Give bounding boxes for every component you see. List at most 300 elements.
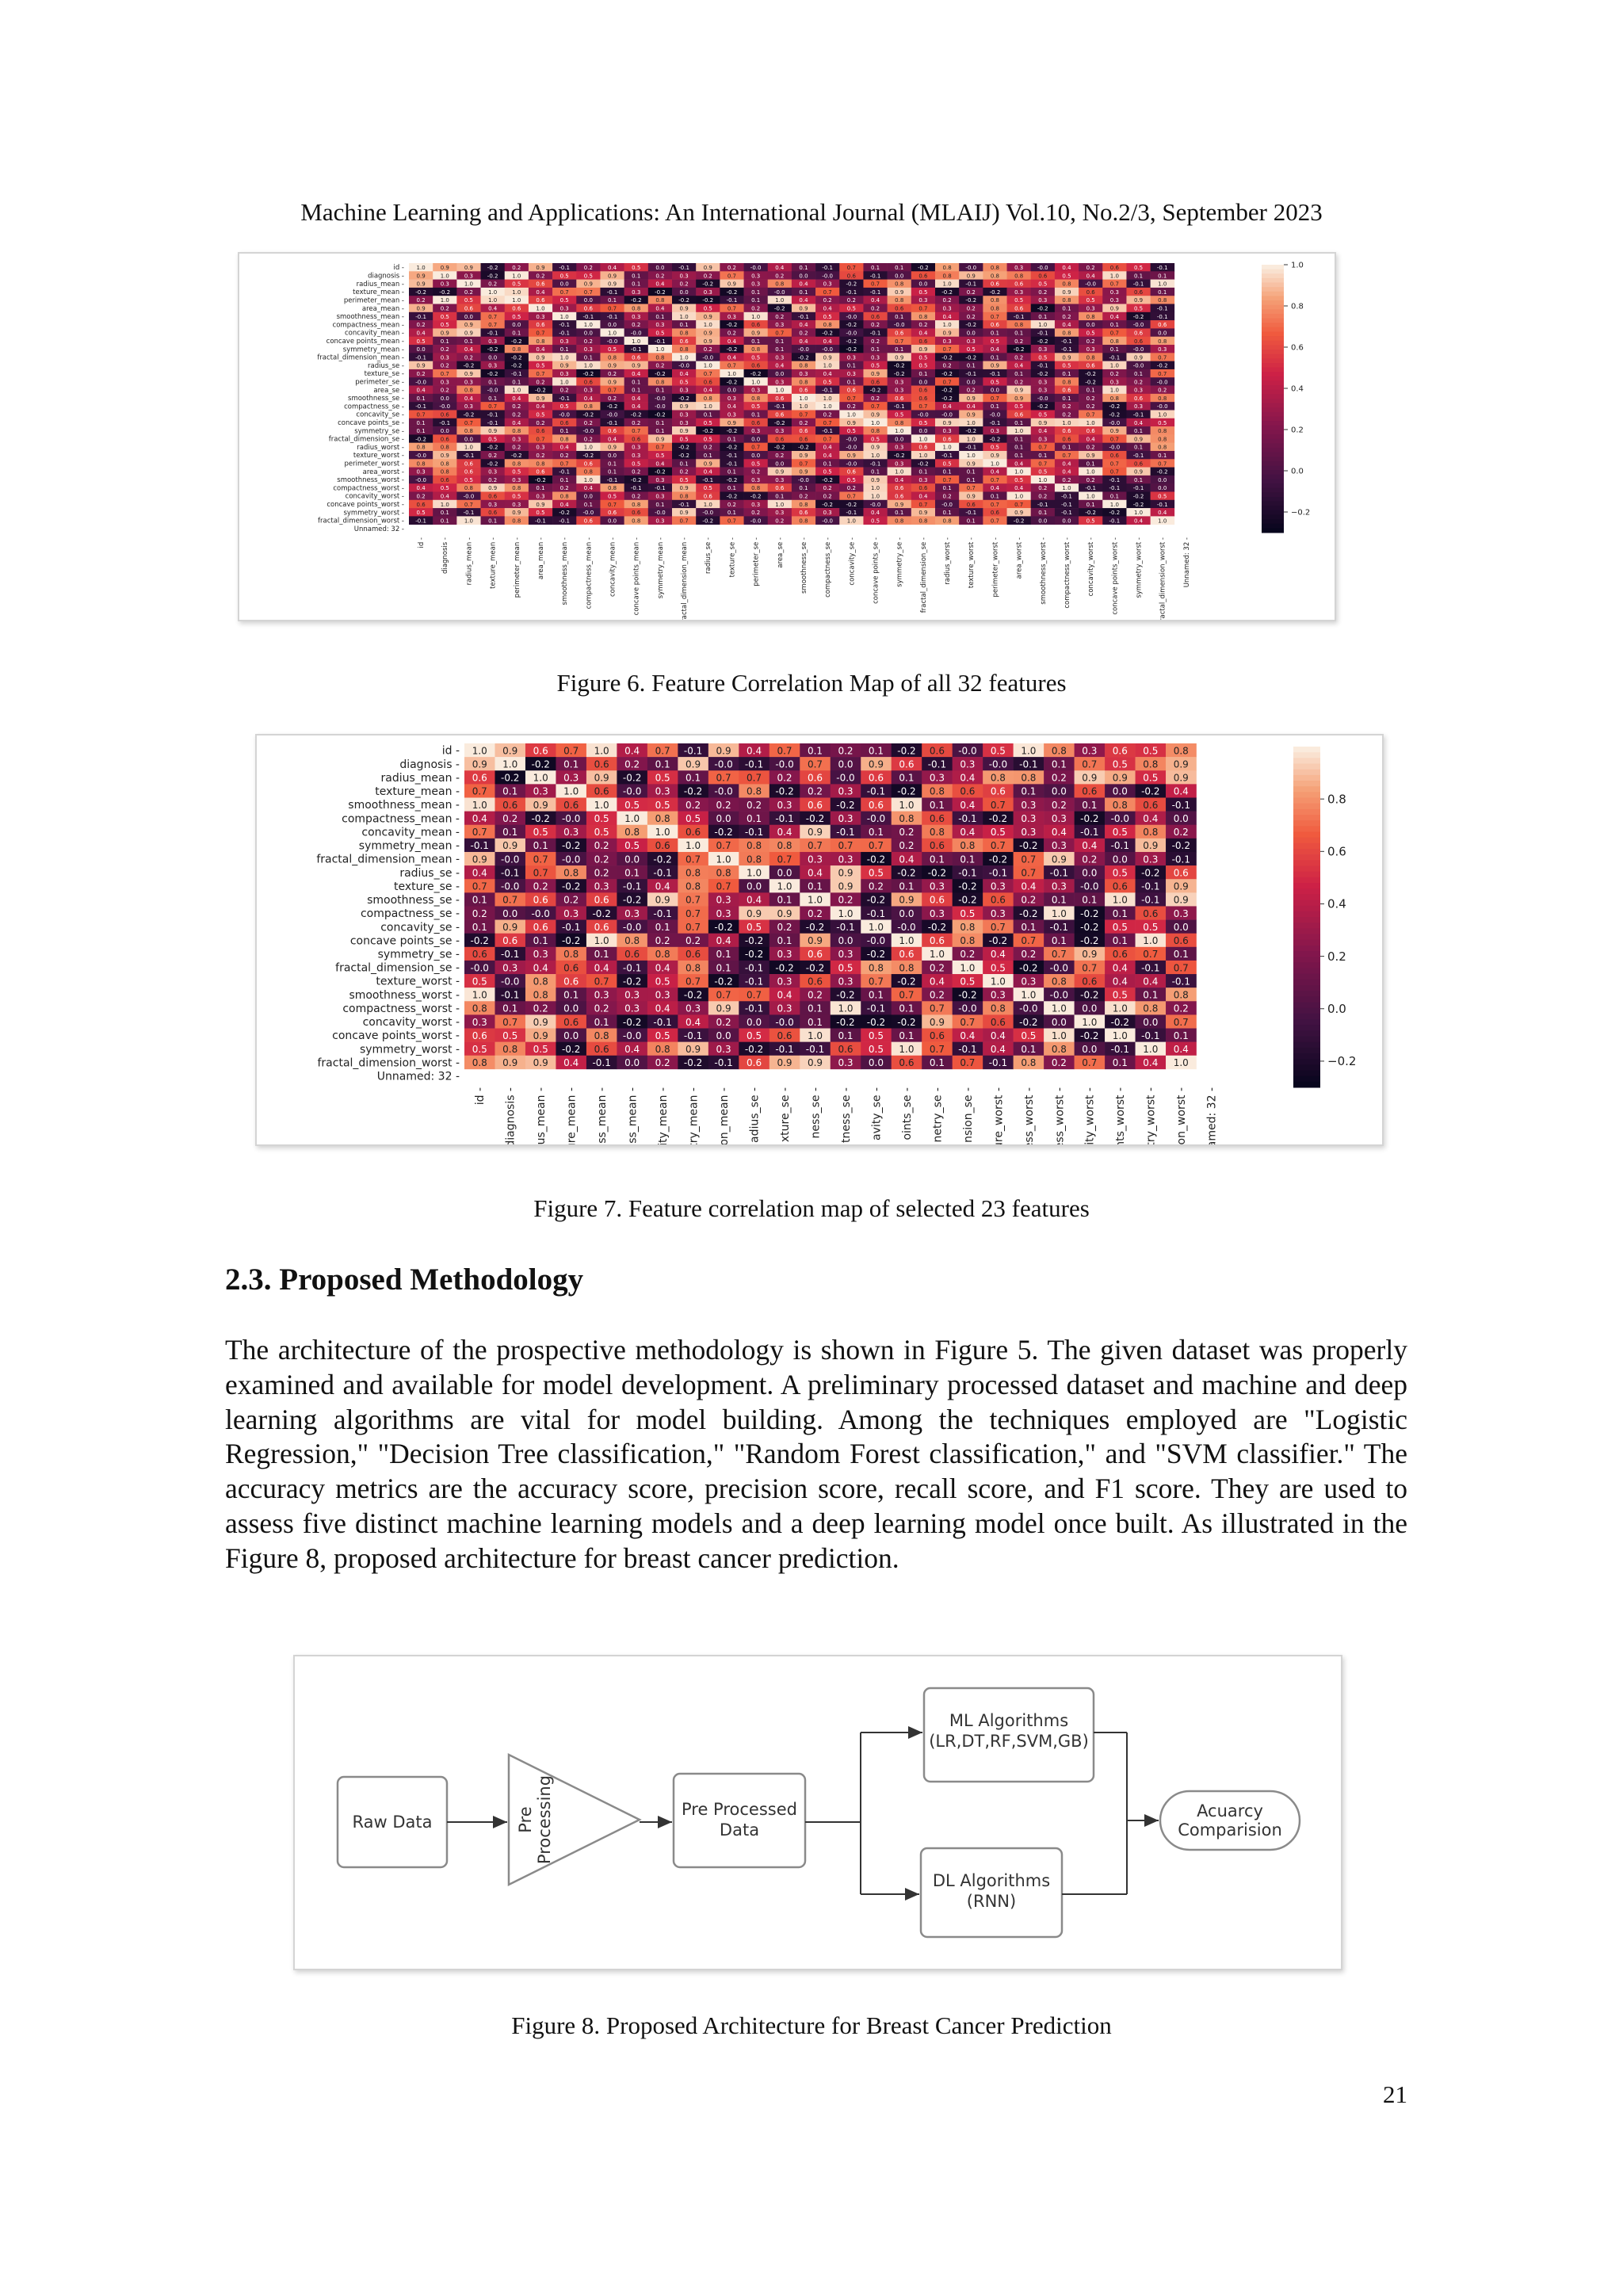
heatmap-cell-value: -0.2	[941, 370, 953, 377]
heatmap-cell-value: -0.2	[773, 305, 785, 312]
heatmap-cell-value: -0.2	[965, 297, 977, 304]
heatmap-cell-value: 0.7	[685, 976, 701, 988]
colorbar-segment	[1262, 457, 1284, 461]
heatmap-cell-value: 0.8	[747, 840, 762, 852]
heatmap-cell-value: 1.0	[464, 281, 474, 288]
heatmap-cell-value: 0.5	[1038, 354, 1048, 361]
x-tick-label: fractal_dimension_se -	[919, 537, 928, 613]
heatmap-cell-value: 0.3	[440, 354, 449, 361]
heatmap-cell-value: 0.6	[1014, 281, 1024, 288]
x-tick-label: compactness_worst -	[1063, 537, 1071, 609]
heatmap-cell-value: -0.1	[501, 949, 520, 961]
heatmap-cell-value: 0.3	[685, 1003, 701, 1014]
heatmap-cell-value: 1.0	[1143, 935, 1159, 947]
heatmap-cell-value: 0.7	[1173, 962, 1189, 974]
heatmap-cell-value: -0.2	[893, 370, 905, 377]
heatmap-cell-value: 0.4	[464, 346, 474, 353]
heatmap-cell-value: 0.3	[727, 313, 737, 320]
heatmap-cell-value: 1.0	[918, 436, 928, 443]
heatmap-cell-value: -0.2	[918, 265, 929, 272]
heatmap-cell-value: -0.1	[463, 453, 475, 460]
heatmap-cell-value: 0.8	[679, 330, 689, 337]
heatmap-cell-value: 0.8	[624, 935, 640, 947]
heatmap-cell-value: 0.2	[655, 935, 670, 947]
heatmap-cell-value: 0.4	[512, 395, 521, 402]
heatmap-cell-value: 0.5	[440, 313, 449, 320]
heatmap-cell-value: -0.1	[630, 485, 642, 492]
heatmap-cell-value: 0.1	[1133, 428, 1144, 435]
colorbar-segment	[1293, 934, 1320, 941]
heatmap-cell-value: 0.2	[1021, 894, 1037, 906]
x-tick-label: concavity_mean -	[609, 537, 617, 598]
heatmap-cell-value: -0.2	[487, 370, 498, 377]
heatmap-cell-value: 0.8	[533, 976, 548, 988]
heatmap-cell-value: 0.1	[1014, 419, 1024, 426]
heatmap-cell-value: 0.0	[1051, 1016, 1067, 1028]
heatmap-cell-value: 0.1	[472, 921, 487, 933]
heatmap-cell-value: 0.2	[846, 297, 856, 304]
heatmap-cell-value: 0.5	[416, 510, 426, 517]
heatmap-cell-value: 0.9	[1133, 354, 1144, 361]
heatmap-cell-value: 0.4	[823, 453, 832, 460]
heatmap-cell-value: 0.5	[624, 799, 640, 811]
heatmap-cell-value: 0.4	[536, 403, 545, 411]
pre-processed-label-1: Pre Processed	[682, 1800, 797, 1819]
figure-7-heatmap	[257, 735, 1382, 1144]
heatmap-cell-value: 0.5	[895, 411, 904, 418]
heatmap-cell-value: 1.0	[929, 949, 945, 961]
heatmap-cell-value: -0.1	[941, 453, 953, 460]
heatmap-cell-value: 0.6	[990, 322, 1000, 329]
heatmap-cell-value: 0.2	[536, 453, 545, 460]
heatmap-cell-value: 0.0	[464, 436, 474, 443]
heatmap-cell-value: -0.2	[1171, 840, 1190, 852]
heatmap-cell-value: -0.0	[415, 476, 426, 483]
heatmap-cell-value: 0.8	[960, 840, 976, 852]
heatmap-cell-value: 0.7	[1173, 1016, 1189, 1028]
heatmap-cell-value: 0.9	[533, 799, 548, 811]
heatmap-cell-value: 0.6	[918, 485, 928, 492]
heatmap-cell-value: -0.0	[1156, 379, 1168, 386]
heatmap-cell-value: 0.9	[502, 921, 518, 933]
colorbar-segment	[1262, 479, 1284, 483]
heatmap-cell-value: 0.9	[966, 411, 976, 418]
heatmap-cell-value: 0.8	[799, 501, 808, 508]
colorbar-segment	[1262, 283, 1284, 288]
y-tick-label: texture_mean -	[375, 785, 460, 799]
heatmap-cell-value: 0.7	[1109, 468, 1119, 476]
heatmap-cell-value: 0.1	[1082, 894, 1098, 906]
heatmap-cell-value: 0.7	[823, 436, 832, 443]
heatmap-cell-value: 0.5	[1086, 330, 1095, 337]
heatmap-cell-value: -0.2	[531, 758, 550, 770]
y-tick-label: compactness_mean -	[332, 321, 404, 330]
heatmap-cell-value: 0.2	[966, 288, 976, 296]
heatmap-cell-value: 0.2	[747, 799, 762, 811]
heatmap-cell-value: 0.8	[512, 428, 521, 435]
heatmap-cell-value: 0.7	[1062, 453, 1071, 460]
heatmap-cell-value: 1.0	[1038, 322, 1048, 329]
colorbar-segment	[1293, 883, 1320, 889]
heatmap-cell-value: 0.1	[607, 468, 617, 476]
heatmap-cell-value: 0.1	[1086, 501, 1095, 508]
heatmap-cell-value: 0.6	[846, 387, 856, 394]
heatmap-cell-value: 0.6	[1038, 273, 1048, 280]
heatmap-cell-value: 0.0	[1112, 854, 1128, 865]
heatmap-cell-value: 0.2	[583, 419, 593, 426]
y-tick-label: smoothness_mean -	[348, 799, 460, 812]
heatmap-cell-value: 0.5	[594, 812, 609, 824]
heatmap-cell-value: 0.1	[632, 273, 641, 280]
heatmap-cell-value: 0.2	[559, 485, 569, 492]
heatmap-cell-value: -0.0	[798, 346, 809, 353]
heatmap-cell-value: 1.0	[1109, 362, 1119, 369]
heatmap-cell-value: 0.6	[464, 468, 474, 476]
y-tick-label: id -	[393, 264, 404, 273]
heatmap-cell-value: -0.1	[582, 313, 594, 320]
heatmap-cell-value: 0.5	[1143, 745, 1159, 757]
heatmap-cell-value: 0.8	[416, 444, 426, 451]
heatmap-cell-value: 0.6	[1133, 460, 1144, 468]
heatmap-cell-value: 0.2	[838, 745, 854, 757]
heatmap-cell-value: 0.5	[1014, 297, 1024, 304]
heatmap-cell-value: -0.0	[1085, 281, 1097, 288]
heatmap-cell-value: 0.1	[868, 827, 884, 839]
heatmap-cell-value: -0.0	[846, 330, 857, 337]
heatmap-cell-value: -0.2	[893, 362, 905, 369]
heatmap-cell-value: 0.5	[512, 493, 521, 500]
heatmap-cell-value: 0.3	[823, 510, 832, 517]
heatmap-cell-value: -0.2	[958, 881, 977, 892]
heatmap-cell-value: 0.7	[823, 419, 832, 426]
heatmap-cell-value: -0.2	[630, 476, 642, 483]
heatmap-cell-value: 0.6	[807, 949, 823, 961]
colorbar-segment	[1262, 443, 1284, 448]
heatmap-cell-value: 0.3	[929, 772, 945, 784]
heatmap-cell-value: 0.4	[624, 745, 640, 757]
heatmap-cell-value: -0.2	[592, 907, 611, 919]
heatmap-cell-value: 0.2	[1051, 799, 1067, 811]
heatmap-cell-value: 0.7	[1143, 949, 1159, 961]
heatmap-cell-value: 0.3	[679, 387, 689, 394]
heatmap-cell-value: 0.4	[966, 403, 976, 411]
heatmap-cell-value: 0.4	[799, 322, 808, 329]
x-tick-label: concave points_mean -	[632, 537, 641, 616]
heatmap-cell-value: 0.0	[751, 436, 761, 443]
x-tick-label: avity_se -	[870, 1087, 884, 1140]
colorbar-segment	[1262, 354, 1284, 359]
x-tick-label: oints_se -	[900, 1087, 914, 1140]
heatmap-cell-value: -0.2	[775, 962, 794, 974]
heatmap-cell-value: 1.0	[727, 370, 737, 377]
heatmap-cell-value: 1.0	[775, 501, 785, 508]
heatmap-cell-value: 1.0	[512, 273, 521, 280]
heatmap-cell-value: 0.2	[777, 921, 792, 933]
heatmap-cell-value: 0.8	[1158, 338, 1167, 345]
heatmap-cell-value: 0.4	[1086, 436, 1095, 443]
heatmap-cell-value: 0.8	[899, 812, 915, 824]
heatmap-cell-value: 0.9	[1112, 772, 1128, 784]
heatmap-cell-value: -0.0	[714, 785, 733, 797]
heatmap-cell-value: -0.1	[653, 867, 672, 879]
heatmap-cell-value: 0.6	[533, 745, 548, 757]
heatmap-cell-value: 0.8	[632, 305, 641, 312]
heatmap-cell-value: 0.9	[870, 444, 880, 451]
heatmap-cell-value: -0.0	[822, 346, 834, 353]
heatmap-cell-value: 0.3	[559, 338, 569, 345]
heatmap-cell-value: 0.5	[942, 460, 952, 468]
heatmap-cell-value: 0.8	[563, 949, 579, 961]
colorbar-segment	[1293, 894, 1320, 900]
heatmap-cell-value: 0.9	[536, 265, 545, 272]
heatmap-cell-value: 0.6	[502, 935, 518, 947]
heatmap-cell-value: 0.4	[1062, 460, 1071, 468]
heatmap-cell-value: 0.6	[807, 976, 823, 988]
heatmap-cell-value: 0.3	[838, 1057, 854, 1069]
x-tick-label: netry_se -	[931, 1087, 945, 1143]
heatmap-cell-value: -0.2	[965, 322, 977, 329]
heatmap-cell-value: 0.3	[679, 419, 689, 426]
colorbar-segment	[1262, 390, 1284, 395]
heatmap-cell-value: 0.6	[536, 281, 545, 288]
heatmap-cell-value: 0.1	[512, 330, 521, 337]
heatmap-cell-value: 0.5	[472, 976, 487, 988]
heatmap-cell-value: 0.5	[1062, 362, 1071, 369]
heatmap-cell-value: 0.8	[607, 354, 617, 361]
heatmap-cell-value: 0.0	[727, 387, 737, 394]
heatmap-cell-value: 0.6	[1062, 428, 1071, 435]
heatmap-cell-value: 1.0	[655, 346, 665, 353]
heatmap-cell-value: 0.4	[559, 444, 569, 451]
heatmap-cell-value: 0.6	[416, 501, 426, 508]
heatmap-cell-value: 0.7	[1038, 444, 1048, 451]
y-tick-label: symmetry_worst -	[343, 509, 404, 518]
heatmap-cell-value: 0.9	[488, 428, 498, 435]
heatmap-cell-value: 0.1	[1143, 989, 1159, 1001]
x-tick-label: ure_worst -	[992, 1087, 1006, 1144]
heatmap-cell-value: 0.3	[777, 949, 792, 961]
heatmap-cell-value: 0.2	[502, 812, 518, 824]
heatmap-cell-value: 0.5	[632, 460, 641, 468]
heatmap-cell-value: 0.3	[1038, 346, 1048, 353]
heatmap-cell-value: 1.0	[559, 313, 569, 320]
heatmap-cell-value: 0.9	[440, 330, 449, 337]
heatmap-cell-value: -0.2	[1085, 370, 1097, 377]
heatmap-cell-value: -0.2	[463, 411, 475, 418]
heatmap-cell-value: 0.6	[563, 1016, 579, 1028]
heatmap-cell-value: 0.4	[990, 485, 1000, 492]
heatmap-cell-value: 1.0	[942, 444, 952, 451]
heatmap-cell-value: -0.0	[1109, 419, 1121, 426]
heatmap-cell-value: 0.5	[1133, 265, 1144, 272]
heatmap-cell-value: 0.3	[777, 1003, 792, 1014]
y-tick-label: radius_worst -	[357, 443, 404, 452]
x-tick-label: id -	[418, 537, 426, 548]
colorbar-segment	[1262, 319, 1284, 323]
heatmap-cell-value: -0.1	[958, 812, 977, 824]
heatmap-cell-value: 0.2	[655, 1057, 670, 1069]
heatmap-cell-value: 0.1	[1173, 949, 1189, 961]
heatmap-cell-value: 0.2	[1173, 827, 1189, 839]
heatmap-cell-value: 0.4	[583, 395, 593, 402]
colorbar-segment	[1293, 815, 1320, 821]
heatmap-cell-value: -0.2	[561, 840, 581, 852]
heatmap-cell-value: 0.7	[929, 1043, 945, 1055]
heatmap-cell-value: -0.1	[653, 1016, 672, 1028]
heatmap-cell-value: -0.2	[1080, 1030, 1099, 1041]
heatmap-cell-value: 0.1	[1173, 1030, 1189, 1041]
heatmap-cell-value: 0.5	[502, 1030, 518, 1041]
heatmap-cell-value: 0.7	[559, 288, 569, 296]
heatmap-cell-value: 0.4	[990, 346, 1000, 353]
heatmap-cell-value: 0.8	[1021, 1057, 1037, 1069]
heatmap-cell-value: 0.3	[1086, 305, 1095, 312]
x-tick-label: radius_worst -	[944, 537, 953, 585]
heatmap-cell-value: -0.0	[702, 510, 714, 517]
heatmap-cell-value: 0.2	[868, 881, 884, 892]
colorbar-segment	[1293, 991, 1320, 997]
heatmap-cell-value: 0.7	[536, 330, 545, 337]
heatmap-cell-value: 0.7	[488, 322, 498, 329]
heatmap-cell-value: 0.6	[632, 510, 641, 517]
heatmap-cell-value: 0.2	[632, 322, 641, 329]
heatmap-cell-value: 0.6	[775, 411, 785, 418]
heatmap-cell-value: 0.5	[655, 453, 665, 460]
heatmap-cell-value: -0.1	[869, 460, 881, 468]
heatmap-cell-value: 0.3	[632, 288, 641, 296]
heatmap-cell-value: -0.2	[897, 976, 916, 988]
heatmap-cell-value: 0.4	[823, 338, 832, 345]
heatmap-cell-value: 0.1	[870, 265, 880, 272]
heatmap-cell-value: -0.1	[988, 1057, 1008, 1069]
heatmap-cell-value: 0.2	[559, 453, 569, 460]
heatmap-cell-value: 0.6	[918, 273, 928, 280]
heatmap-cell-value: 0.2	[703, 444, 712, 451]
colorbar-segment	[1293, 1048, 1320, 1054]
y-tick-label: symmetry_mean -	[342, 346, 404, 354]
heatmap-cell-value: 0.9	[918, 346, 928, 353]
heatmap-cell-value: 0.8	[895, 297, 904, 304]
heatmap-cell-value: -0.2	[1019, 840, 1038, 852]
heatmap-cell-value: -0.1	[714, 1057, 733, 1069]
heatmap-cell-value: 0.3	[1021, 976, 1037, 988]
heatmap-cell-value: 0.6	[512, 305, 521, 312]
heatmap-cell-value: 0.6	[440, 476, 449, 483]
heatmap-cell-value: -0.2	[1019, 907, 1038, 919]
heatmap-cell-value: 0.6	[488, 510, 498, 517]
heatmap-cell-value: 0.4	[1038, 428, 1048, 435]
x-tick-label: radius_mean -	[465, 537, 474, 586]
heatmap-cell-value: 0.1	[655, 428, 665, 435]
heatmap-cell-value: 0.1	[775, 338, 785, 345]
colorbar-segment	[1293, 928, 1320, 934]
heatmap-cell-value: 1.0	[1143, 1043, 1159, 1055]
heatmap-cell-value: 0.2	[823, 485, 832, 492]
heatmap-cell-value: 0.1	[942, 485, 952, 492]
y-tick-label: smoothness_se -	[348, 395, 404, 403]
heatmap-cell-value: 0.0	[775, 370, 785, 377]
heatmap-cell-value: -0.0	[678, 362, 689, 369]
heatmap-cell-value: -0.0	[1110, 812, 1130, 824]
heatmap-cell-value: 0.4	[655, 881, 670, 892]
heatmap-cell-value: -0.2	[1037, 403, 1048, 411]
heatmap-cell-value: 0.7	[846, 395, 856, 402]
heatmap-cell-value: 0.7	[838, 840, 854, 852]
heatmap-cell-value: 0.4	[727, 403, 737, 411]
colorbar-segment	[1293, 792, 1320, 798]
heatmap-cell-value: 0.9	[1109, 428, 1119, 435]
heatmap-cell-value: 0.2	[942, 362, 952, 369]
heatmap-cell-value: -0.1	[1061, 501, 1072, 508]
heatmap-cell-value: 0.1	[583, 354, 593, 361]
heatmap-cell-value: 0.8	[799, 362, 808, 369]
figure-6-frame	[238, 252, 1336, 621]
heatmap-cell-value: -0.1	[866, 1003, 886, 1014]
heatmap-cell-value: 0.6	[583, 379, 593, 386]
x-tick-label: area_mean -	[537, 537, 545, 580]
heatmap-cell-value: -0.2	[893, 453, 905, 460]
heatmap-cell-value: 0.6	[594, 894, 609, 906]
heatmap-cell-value: -0.2	[1085, 379, 1097, 386]
heatmap-cell-value: 0.5	[1112, 989, 1128, 1001]
heatmap-cell-value: 0.0	[655, 265, 665, 272]
heatmap-cell-value: 0.2	[416, 297, 426, 304]
heatmap-cell-value: 0.9	[807, 827, 823, 839]
heatmap-cell-value: -0.0	[559, 411, 571, 418]
heatmap-cell-value: 0.3	[655, 518, 665, 525]
heatmap-cell-value: 0.5	[868, 867, 884, 879]
heatmap-cell-value: 0.6	[895, 330, 904, 337]
heatmap-cell-value: 0.6	[929, 840, 945, 852]
heatmap-cell-value: 0.4	[960, 1030, 976, 1041]
heatmap-cell-value: 0.0	[1112, 785, 1128, 797]
heatmap-cell-value: -0.2	[1080, 812, 1099, 824]
heatmap-cell-value: 0.8	[464, 485, 474, 492]
heatmap-cell-value: -0.0	[836, 772, 855, 784]
heatmap-cell-value: 0.2	[751, 305, 761, 312]
heatmap-cell-value: 0.3	[990, 881, 1006, 892]
heatmap-cell-value: 0.2	[1038, 493, 1048, 500]
heatmap-cell-value: -0.2	[822, 501, 834, 508]
heatmap-cell-value: -0.1	[559, 265, 571, 272]
x-tick-label: symmetry_se -	[896, 537, 904, 587]
heatmap-cell-value: 0.5	[747, 921, 762, 933]
heatmap-cell-value: -0.2	[750, 370, 762, 377]
heatmap-cell-value: -0.2	[798, 354, 809, 361]
heatmap-cell-value: 1.0	[1109, 501, 1119, 508]
colorbar-segment	[1262, 461, 1284, 466]
heatmap-cell-value: 0.6	[607, 510, 617, 517]
heatmap-cell-value: -0.1	[869, 288, 881, 296]
heatmap-cell-value: 0.2	[727, 265, 737, 272]
heatmap-cell-value: -0.1	[1061, 510, 1072, 517]
heatmap-cell-value: 0.8	[1158, 428, 1167, 435]
heatmap-cell-value: 0.3	[632, 453, 641, 460]
heatmap-cell-value: 0.7	[416, 411, 426, 418]
colorbar-segment	[1262, 448, 1284, 453]
heatmap-cell-value: 1.0	[1051, 1003, 1067, 1014]
heatmap-cell-value: 0.1	[632, 387, 641, 394]
heatmap-cell-value: 0.5	[838, 962, 854, 974]
heatmap-cell-value: 0.6	[751, 322, 761, 329]
heatmap-cell-value: 0.8	[512, 518, 521, 525]
heatmap-cell-value: 0.2	[594, 1003, 609, 1014]
heatmap-cell-value: -0.0	[893, 322, 905, 329]
heatmap-cell-value: 0.7	[1158, 460, 1167, 468]
heatmap-cell-value: 0.7	[918, 501, 928, 508]
heatmap-cell-value: 0.7	[1082, 758, 1098, 770]
colorbar-segment	[1262, 323, 1284, 327]
